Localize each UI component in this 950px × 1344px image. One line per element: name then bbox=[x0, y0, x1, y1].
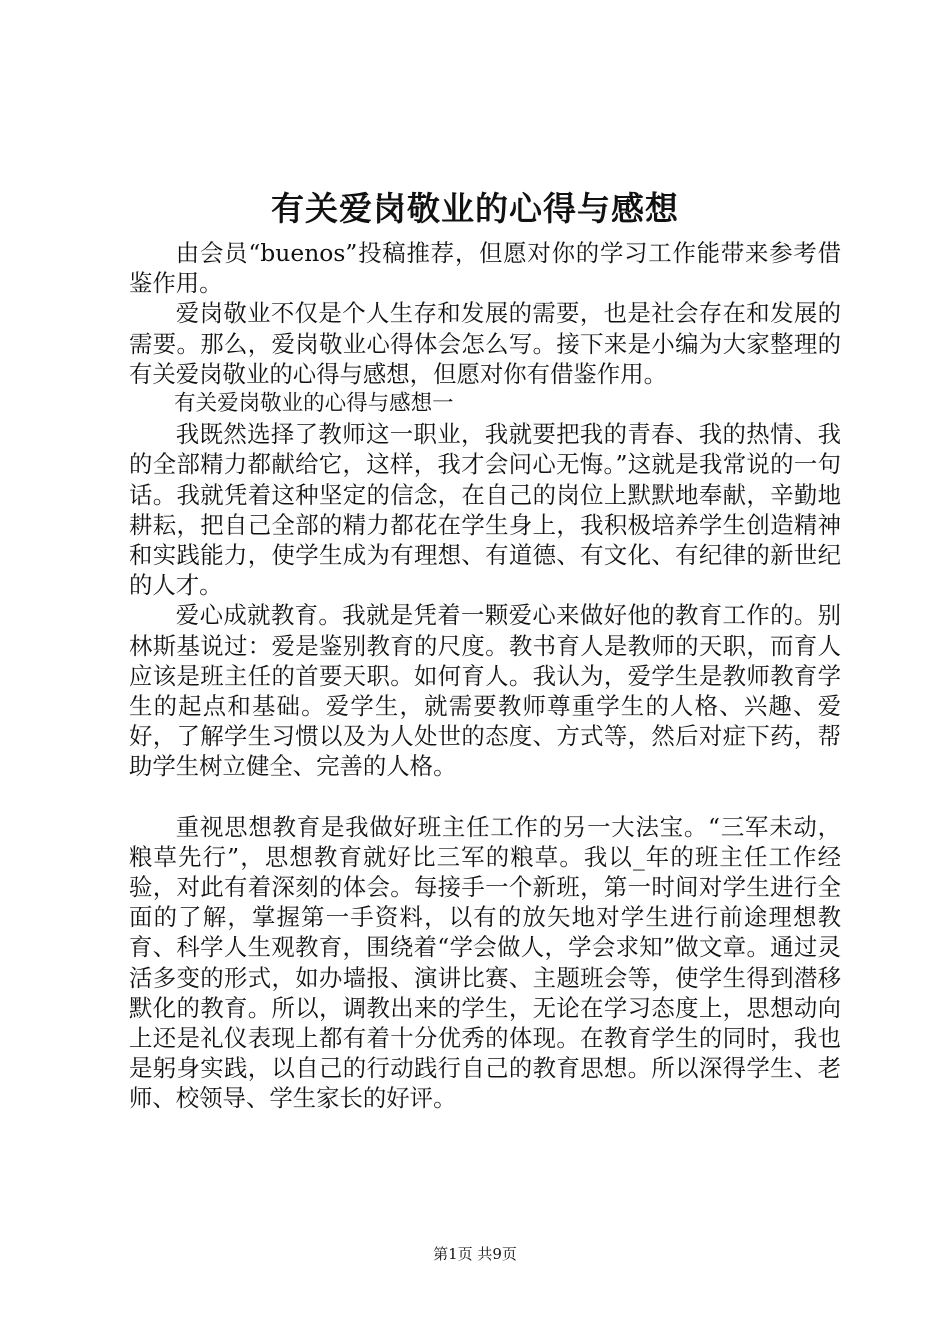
body-paragraph: 重视思想教育是我做好班主任工作的另一大法宝。“三军未动，粮草先行”，思想教育就好比三军的粮草。我以_年的班主任工作经验，对此有着深刻的体会。每接手一个新班，第一时间对学生进行全面的了解，掌握第一手资料，以有的放矢地对学生进行前途理想教育、科学人生观教育，围绕着“学会做人，学会求知”做文章。通过灵活多变的形式，如办墙报、演讲比赛、主题班会等，使学生得到潜移默化的教育。所以，调教出来的学生，无论在学习态度上，思想动向上还是礼仪表现上都有着十分优秀的体现。在教育学生的同时，我也是躬身实践，以自己的行动践行自己的教育思想。所以深得学生、老师、校领导、学生家长的好评。 bbox=[129, 812, 841, 1113]
summary-paragraph: 爱岗敬业不仅是个人生存和发展的需要，也是社会存在和发展的需要。那么，爱岗敬业心得体会怎么写。接下来是小编为大家整理的有关爱岗敬业的心得与感想，但愿对你有借鉴作用。 bbox=[129, 299, 841, 388]
paragraph-gap bbox=[129, 782, 841, 812]
intro-paragraph: 由会员“buenos”投稿推荐，但愿对你的学习工作能带来参考借鉴作用。 bbox=[129, 239, 841, 298]
body-paragraph: 爱心成就教育。我就是凭着一颗爱心来做好他的教育工作的。别林斯基说过：爱是鉴别教育的尺度。教书育人是教师的天职，而育人应该是班主任的首要天职。如何育人。我认为，爱学生是教师教育学生的起点和基础。爱学生，就需要教师尊重学生的人格、兴趣、爱好，了解学生习惯以及为人处世的态度、方式等，然后对症下药，帮助学生树立健全、完善的人格。 bbox=[129, 601, 841, 781]
document-body bbox=[129, 238, 841, 1114]
page-footer: 第1页 共9页 bbox=[433, 1245, 517, 1263]
document-title: 有关爱岗敬业的心得与感想 bbox=[271, 189, 679, 228]
body-paragraph: 我既然选择了教师这一职业，我就要把我的青春、我的热情、我的全部精力都献给它，这样，我才会问心无悔。”这就是我常说的一句话。我就凭着这种坚定的信念，在自己的岗位上默默地奉献，辛勤地耕耘，把自己全部的精力都花在学生身上，我积极培养学生创造精神和实践能力，使学生成为有理想、有道德、有文化、有纪律的新世纪的人才。 bbox=[129, 420, 841, 600]
section-heading: 有关爱岗敬业的心得与感想一 bbox=[174, 391, 454, 417]
